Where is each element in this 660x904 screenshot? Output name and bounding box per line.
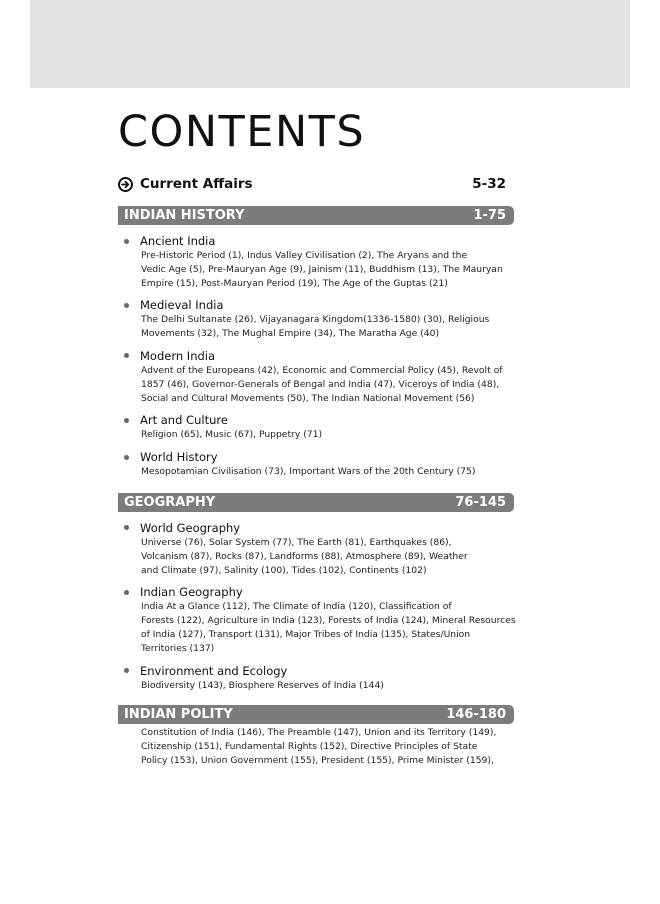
section-title: GEOGRAPHY	[124, 494, 216, 510]
page-title: CONTENTS	[118, 107, 366, 157]
entry-body	[141, 679, 514, 693]
entry-line: of India (127), Transport (131), Major Tribes of India (135), States/Union	[141, 628, 471, 640]
list-item	[124, 520, 514, 577]
entry-line: Citizenship (151), Fundamental Rights (152), Directive Principles of State	[141, 741, 478, 753]
arrow-right-circle-icon	[118, 177, 133, 192]
section-title: INDIAN POLITY	[124, 707, 233, 723]
entry-heading: Medieval India	[140, 298, 224, 313]
section-pages: 146-180	[446, 707, 506, 723]
entry-line: and Climate (97), Salinity (100), Tides (102), Continents (102)	[141, 564, 427, 576]
section-title: INDIAN HISTORY	[124, 208, 245, 223]
bullet-icon	[124, 455, 129, 460]
entry-line: Advent of the Europeans (42), Economic and Commercial Policy (45), Revolt of	[141, 364, 503, 376]
entry-body	[141, 536, 514, 577]
section-pages: 1-75	[473, 208, 506, 223]
entry-line: Biodiversity (143), Biosphere Reserves of India (144)	[141, 679, 384, 691]
bullet-icon	[124, 239, 129, 244]
entry-line: Pre-Historic Period (1), Indus Valley Civilisation (2), The Aryans and the	[141, 250, 468, 261]
section-header-indian-history	[118, 206, 514, 225]
entry-line: Territories (137)	[141, 642, 215, 654]
entry-line: Policy (153), Union Government (155), President (155), Prime Minister (159),	[141, 754, 494, 766]
bullet-icon	[124, 418, 129, 423]
entry-heading: Environment and Ecology	[140, 663, 288, 678]
entry-body	[141, 313, 514, 341]
list-item	[124, 233, 514, 290]
entry-line: India At a Glance (112), The Climate of India (120), Classification of	[141, 601, 452, 613]
list-item	[124, 348, 514, 405]
section-header-indian-polity	[118, 705, 514, 724]
current-affairs-pages: 5-32	[472, 176, 506, 192]
bullet-icon	[124, 668, 129, 673]
entry-heading: World History	[140, 450, 218, 465]
list-item	[124, 663, 514, 693]
geography-entries	[118, 520, 514, 692]
entry-heading: World Geography	[140, 520, 241, 535]
entry-line: Empire (15), Post-Mauryan Period (19), The Age of the Guptas (21)	[141, 277, 448, 289]
section-pages: 76-145	[455, 494, 506, 510]
entry-body	[141, 364, 514, 405]
entry-body	[141, 249, 514, 290]
entry-line: The Delhi Sultanate (26), Vijayanagara Kingdom(1336-1580) (30), Religious	[141, 314, 490, 326]
entry-line: 1857 (46), Governor-Generals of Bengal and India (47), Viceroys of India (48),	[141, 378, 500, 390]
top-header-band	[30, 0, 630, 88]
current-affairs-row	[118, 173, 514, 195]
entry-line: Volcanism (87), Rocks (87), Landforms (88), Atmosphere (89), Weather	[141, 550, 468, 562]
entry-line: Religion (65), Music (67), Puppetry (71)	[141, 429, 323, 441]
entry-line: Forests (122), Agriculture in India (123), Forests of India (124), Mineral Resources	[141, 615, 516, 627]
indian-history-entries	[118, 233, 514, 479]
entry-line: Constitution of India (146), The Preamble (147), Union and its Territory (149),	[141, 727, 497, 739]
bullet-icon	[124, 525, 129, 530]
entry-heading: Modern India	[140, 348, 216, 363]
entry-heading: Ancient India	[140, 234, 216, 248]
list-item	[124, 584, 514, 655]
current-affairs-label: Current Affairs	[140, 176, 253, 192]
entry-line: Vedic Age (5), Pre-Mauryan Age (9), Jainism (11), Buddhism (13), The Mauryan	[141, 263, 503, 275]
bullet-icon	[124, 303, 129, 308]
list-item	[124, 297, 514, 341]
entry-line: Social and Cultural Movements (50), The Indian National Movement (56)	[141, 392, 475, 404]
list-item	[124, 412, 514, 442]
section-header-geography	[118, 493, 514, 512]
entry-heading: Indian Geography	[140, 585, 243, 600]
entry-body	[141, 600, 514, 655]
indian-polity-body	[141, 726, 514, 767]
entry-line: Movements (32), The Mughal Empire (34), The Maratha Age (40)	[141, 328, 440, 340]
bullet-icon	[124, 353, 129, 358]
contents-page	[118, 104, 514, 768]
entry-heading: Art and Culture	[140, 413, 228, 428]
entry-line: Mesopotamian Civilisation (73), Important Wars of the 20th Century (75)	[141, 466, 476, 478]
entry-body	[141, 465, 514, 479]
entry-line: Universe (76), Solar System (77), The Earth (81), Earthquakes (86),	[141, 536, 452, 548]
bullet-icon	[124, 590, 129, 595]
list-item	[124, 449, 514, 479]
entry-body	[141, 428, 514, 442]
